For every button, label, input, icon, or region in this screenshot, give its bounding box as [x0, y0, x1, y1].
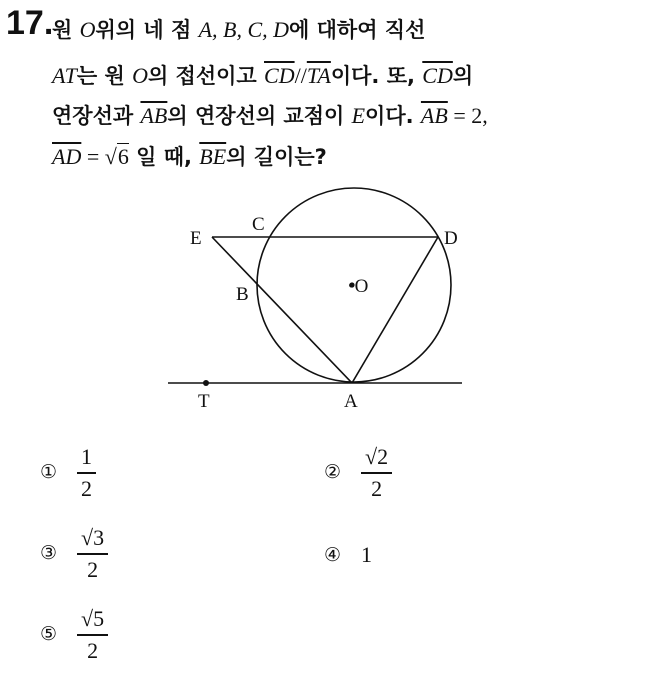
label-d: D [444, 228, 458, 249]
question-line-2: AT는 원 O의 접선이고 $\overline{CD}//\overline{TA}$이다. 또, $\overline{CD}$의 [52, 63, 474, 88]
line-da [352, 237, 438, 383]
label-b: B [236, 284, 249, 305]
choice-1-marker: ① [40, 462, 58, 484]
choice-2[interactable] [324, 444, 392, 502]
choice-5-marker: ⑤ [40, 624, 58, 646]
label-c: C [252, 214, 265, 235]
point-t [203, 380, 209, 386]
choice-3-marker: ③ [40, 543, 58, 565]
line-ea [212, 237, 352, 383]
question-number: 17. [6, 4, 54, 42]
label-o: •O [348, 276, 369, 297]
question-line-1: 원 O위의 네 점 A, B, C, D에 대하여 직선 [52, 17, 426, 42]
label-e: E [190, 228, 202, 249]
label-t: T [198, 391, 210, 412]
label-a: A [344, 391, 358, 412]
choice-4-value: 1 [361, 542, 373, 567]
question-line-3: 연장선과 $\overline{AB}$의 연장선의 교점이 E이다. $\overline{AB} = 2$, [52, 103, 488, 128]
choice-3-fraction: $\frac{√3}{2}$ [77, 525, 108, 583]
choice-1[interactable] [40, 444, 96, 502]
geometry-figure [160, 186, 470, 418]
choice-2-marker: ② [324, 462, 342, 484]
choice-4-marker: ④ [324, 544, 342, 566]
choice-5-fraction: $\frac{√5}{2}$ [77, 606, 108, 664]
choice-2-fraction: $\frac{√2}{2}$ [361, 444, 392, 502]
question-line-4: $\overline{AD} = √6$ 일 때, $\overline{BE}$의 길이는? [52, 144, 327, 169]
choice-3[interactable] [40, 525, 108, 583]
choice-1-fraction: $\frac{1}{2}$ [77, 444, 96, 502]
choice-4[interactable] [324, 542, 372, 568]
choice-5[interactable] [40, 606, 108, 664]
